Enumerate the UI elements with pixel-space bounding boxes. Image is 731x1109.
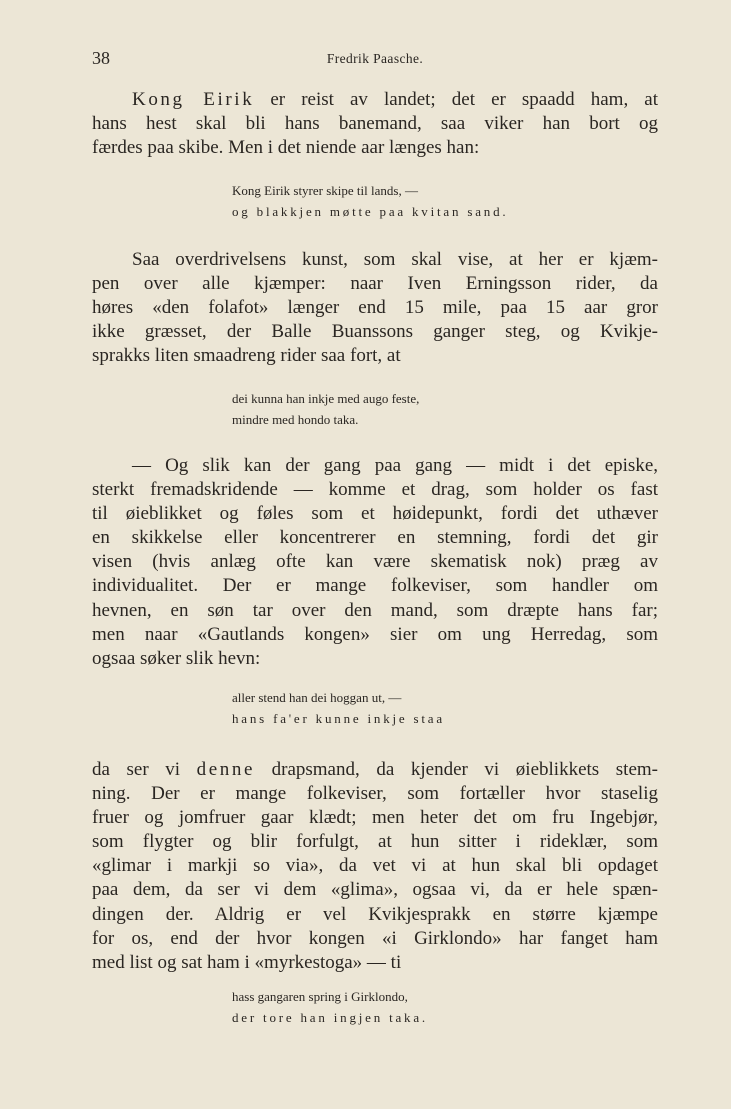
text-line: til øieblikket og føles som et høidepunkt, fordi det uthæver xyxy=(92,503,658,525)
text-line: men naar «Gautlands kongen» sier om ung Herredag, som xyxy=(92,623,658,645)
text-line xyxy=(92,88,658,112)
text-line: individualitet. Der er mange folkeviser, som handler om xyxy=(92,575,658,597)
text-segment: drapsmand, da kjender vi øieblikkets stem- xyxy=(255,759,658,780)
verse-quote-1 xyxy=(232,181,562,222)
text-line: høres «den folafot» længer end 15 mile, paa 15 aar gror xyxy=(92,297,658,319)
text-line: ogsaa søker slik hevn: xyxy=(92,647,261,669)
text-line: visen (hvis anlæg ofte kan være skematisk nok) præg av xyxy=(92,551,658,573)
text-line xyxy=(92,758,658,782)
text-line: ikke græsset, der Balle Buanssons ganger steg, og Kvikje- xyxy=(92,321,658,343)
text-line: Saa overdrivelsens kunst, som skal vise, at her er kjæm- xyxy=(132,249,658,270)
spaced-emphasis: Kong Eirik xyxy=(132,89,255,110)
verse-quote-2 xyxy=(232,389,562,430)
text-line: sprakks liten smaadreng rider saa fort, at xyxy=(92,345,401,367)
paragraph-4 xyxy=(92,758,658,975)
text-segment: da ser vi xyxy=(92,759,197,780)
paragraph-2 xyxy=(92,248,658,368)
verse-line: mindre med hondo taka. xyxy=(232,411,359,427)
text-line: hevnen, en søn tar over den mand, som dræpte hans far; xyxy=(92,599,658,621)
text-line: paa dem, da ser vi dem «glima», ogsaa vi, da er hele spæn- xyxy=(92,879,658,901)
page-header xyxy=(92,48,658,72)
page-number: 38 xyxy=(92,48,110,68)
verse-line: hass gangaren spring i Girklondo, xyxy=(232,989,408,1004)
text-segment: er reist av landet; det er spaadd ham, at xyxy=(254,89,659,110)
verse-line: Kong Eirik styrer skipe til lands, — xyxy=(232,183,418,198)
spaced-emphasis: denne xyxy=(196,759,256,780)
verse-line: aller stend han dei hoggan ut, — xyxy=(232,690,402,705)
text-line: — Og slik kan der gang paa gang — midt i det episke, xyxy=(132,455,658,476)
text-line: «glimar i markji so via», da vet vi at hun skal bli opdaget xyxy=(92,855,658,877)
text-line: ning. Der er mange folkeviser, som fortæller hvor staselig xyxy=(92,783,658,805)
text-line: med list og sat ham i «myrkestoga» — ti xyxy=(92,951,402,973)
verse-line-spaced: hans fa'er kunne inkje staa xyxy=(232,710,445,726)
verse-quote-3 xyxy=(232,688,562,729)
text-line: hans hest skal bli hans banemand, saa viker han bort og xyxy=(92,113,658,135)
text-line: sterkt fremadskridende — komme et drag, som holder os fast xyxy=(92,479,658,501)
text-line: dingen der. Aldrig er vel Kvikjesprakk en større kjæmpe xyxy=(92,903,658,925)
verse-line-spaced: og blakkjen møtte paa kvitan sand. xyxy=(232,203,509,219)
text-line: fruer og jomfruer gaar klædt; men heter det om fru Ingebjør, xyxy=(92,807,658,829)
text-line: en skikkelse eller koncentrerer en stemning, fordi det gir xyxy=(92,527,658,549)
verse-quote-4 xyxy=(232,987,562,1028)
text-line: som flygter og blir forfulgt, at hun sitter i rideklær, som xyxy=(92,831,658,853)
verse-line: dei kunna han inkje med augo feste, xyxy=(232,391,420,406)
text-line: færdes paa skibe. Men i det niende aar længes han: xyxy=(92,137,480,159)
text-line: for os, end der hvor kongen «i Girklondo» har fanget ham xyxy=(92,927,658,949)
paragraph-1 xyxy=(92,88,658,160)
verse-line-spaced: der tore han ingjen taka. xyxy=(232,1009,428,1025)
paragraph-3 xyxy=(92,454,658,671)
text-line: pen over alle kjæmper: naar Iven Erningsson rider, da xyxy=(92,273,658,295)
running-title: Fredrik Paasche. xyxy=(326,51,424,66)
